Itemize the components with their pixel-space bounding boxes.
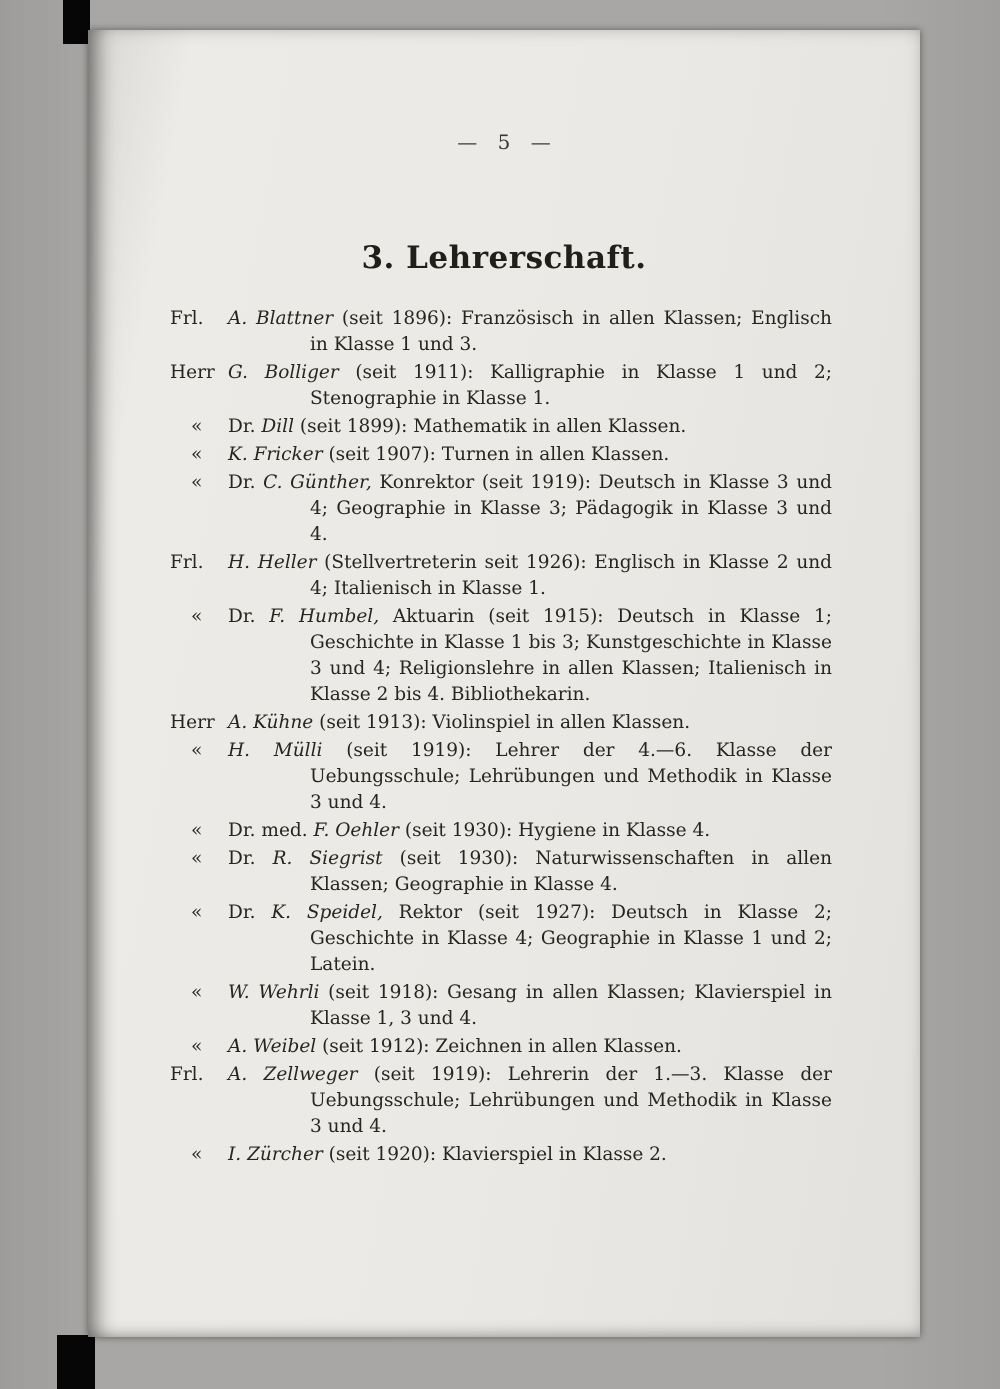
entry-text: (seit 1920): Klavierspiel in Klasse 2. — [328, 1144, 667, 1165]
teacher-entry — [170, 900, 832, 978]
entry-prefix: Dr. — [228, 902, 272, 923]
entry-title: « — [191, 444, 203, 465]
teacher-entry — [170, 710, 832, 736]
teacher-entry — [170, 980, 832, 1032]
film-strip-bottom — [57, 1335, 95, 1389]
entry-text: (seit 1899): Mathematik in allen Klassen. — [299, 416, 687, 437]
teacher-entry — [170, 738, 832, 816]
entry-title: « — [191, 1144, 203, 1165]
entry-title: « — [191, 1036, 203, 1057]
entry-title: Frl. — [170, 308, 204, 329]
entry-text: (seit 1896): Französisch in allen Klassen; Englisch in Klasse 1 und 3. — [310, 308, 832, 355]
entry-title: Frl. — [170, 1064, 204, 1085]
entry-name: A. Kühne — [228, 712, 314, 733]
teacher-entry — [170, 846, 832, 898]
teacher-entry — [170, 818, 832, 844]
teacher-entry — [170, 442, 832, 468]
entry-title: Herr — [170, 362, 215, 383]
entry-title: Frl. — [170, 552, 204, 573]
entry-name: R. Siegrist — [272, 848, 383, 869]
entry-name: W. Wehrli — [228, 982, 320, 1003]
teacher-list — [88, 306, 920, 1168]
entry-title: « — [191, 982, 203, 1003]
entry-prefix: Dr. med. — [228, 820, 314, 841]
entry-text: (seit 1919): Lehrerin der 1.—3. Klasse der Uebungsschule; Lehrübungen und Methodik in Klasse 3 und 4. — [310, 1064, 832, 1137]
entry-text: (seit 1911): Kalligraphie in Klasse 1 und 2; Stenographie in Klasse 1. — [310, 362, 832, 409]
entry-text: (seit 1930): Naturwissenschaften in allen Klassen; Geographie in Klasse 4. — [310, 848, 832, 895]
entry-name: A. Zellweger — [228, 1064, 358, 1085]
teacher-entry — [170, 550, 832, 602]
film-strip-top — [63, 0, 90, 44]
entry-name: H. Mülli — [228, 740, 323, 761]
entry-name: F. Humbel, — [269, 606, 380, 627]
entry-text: Konrektor (seit 1919): Deutsch in Klasse 3 und 4; Geographie in Klasse 3; Pädagogik in Klasse 3 und 4. — [310, 472, 833, 545]
teacher-entry — [170, 414, 832, 440]
teacher-entry — [170, 1034, 832, 1060]
teacher-entry — [170, 470, 832, 548]
entry-name: K. Fricker — [228, 444, 323, 465]
page-number: — 5 — — [457, 130, 551, 154]
entry-title: « — [191, 820, 203, 841]
entry-name: K. Speidel, — [271, 902, 383, 923]
entry-title: Herr — [170, 712, 215, 733]
teacher-entry — [170, 1142, 832, 1168]
entry-title: « — [191, 416, 203, 437]
section-heading: 3. Lehrerschaft. — [361, 240, 647, 276]
entry-title: « — [191, 902, 203, 923]
entry-name: A. Weibel — [228, 1036, 317, 1057]
entry-name: F. Oehler — [313, 820, 399, 841]
entry-text: (Stellvertreterin seit 1926): Englisch in Klasse 2 und 4; Italienisch in Klasse 1. — [310, 552, 832, 599]
entry-text: (seit 1918): Gesang in allen Klassen; Klavierspiel in Klasse 1, 3 und 4. — [310, 982, 833, 1029]
entry-name: I. Zürcher — [228, 1144, 323, 1165]
entry-text: (seit 1913): Violinspiel in allen Klassen. — [319, 712, 691, 733]
entry-prefix: Dr. — [228, 416, 262, 437]
teacher-entry — [170, 604, 832, 708]
entry-text: (seit 1907): Turnen in allen Klassen. — [328, 444, 670, 465]
entry-text: (seit 1919): Lehrer der 4.—6. Klasse der Uebungsschule; Lehrübungen und Methodik in Klasse 3 und 4. — [310, 740, 832, 813]
teacher-entry — [170, 1062, 832, 1140]
teacher-entry — [170, 360, 832, 412]
entry-text: Rektor (seit 1927): Deutsch in Klasse 2; Geschichte in Klasse 4; Geographie in Klasse 1 und 2; Latein. — [310, 902, 832, 975]
entry-text: (seit 1912): Zeichnen in allen Klassen. — [322, 1036, 682, 1057]
entry-title: « — [191, 848, 203, 869]
entry-name: H. Heller — [228, 552, 317, 573]
book-page — [88, 30, 920, 1337]
entry-name: A. Blattner — [228, 308, 334, 329]
entry-prefix: Dr. — [228, 848, 273, 869]
entry-name: Dill — [261, 416, 294, 437]
entry-title: « — [191, 472, 203, 493]
entry-prefix: Dr. — [228, 606, 270, 627]
entry-name: G. Bolliger — [228, 362, 339, 383]
entry-name: C. Günther, — [263, 472, 372, 493]
entry-text: Aktuarin (seit 1915): Deutsch in Klasse 1; Geschichte in Klasse 1 bis 3; Kunstgeschichte in Klasse 3 und 4; Religionslehre in allen Klassen; Italienisch in Klasse 2 bis 4. Bibliothekarin. — [310, 606, 833, 705]
entry-text: (seit 1930): Hygiene in Klasse 4. — [404, 820, 711, 841]
entry-title: « — [191, 606, 203, 627]
teacher-entry — [170, 306, 832, 358]
entry-prefix: Dr. — [228, 472, 264, 493]
entry-title: « — [191, 740, 203, 761]
